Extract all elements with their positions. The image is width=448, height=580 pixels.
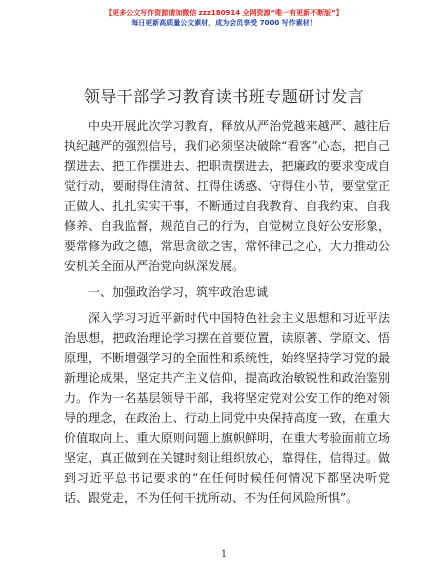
intro-paragraph: 中央开展此次学习教育，释放从严治党越来越严、越往后执纪越严的强烈信号，我们必须坚决破除“看客”心态，把自己摆进去、把工作摆进去、把职责摆进去，把廉政的要求变成自觉行动，要耐得住清贫、扛得住诱惑、守得住小节，要堂堂正正做人、扎扎实实干事，不断通过自我教育、自我约束、自我修养、自我监督，规范自己的行为，自觉树立良好公安形象，要常修为政之德，常思贪欲之害，常怀律己之心，大力推动公安机关全面从严治党向纵深发展。 (64, 119, 390, 273)
section-heading-1: 一、加强政治学习，筑牢政治忠诚 (88, 285, 269, 299)
promo-line-2: 每日更新高质量公文素材，成为会员享受 7000 写作素材！ (131, 19, 317, 27)
section-paragraph-1: 深入学习习近平新时代中国特色社会主义思想和习近平法治思想，把政治理论学习摆在首要位置，读原著、学原文、悟原理，不断增强学习的全面性和系统性，始终坚持学习党的最新理论成果，坚定共产主义信仰，提高政治敏锐性和政治鉴别力。作为一名基层领导干部，我将坚定党对公安工作的绝对领导的理念，在政治上、行动上同党中央保持高度一致，在重大价值取向上、重大原则问题上旗帜鲜明，在重大考验面前立场坚定，真正做到在关键时刻让组织放心，靠得住，信得过。做到习近平总书记要求的“在任何时候任何情况下都坚决听党话、跟党走，不为任何干扰所动、不为任何风险所惧”。 (64, 311, 390, 505)
promo-line-1: 【更多公文写作资源请加微信 zzz180914 全网资源“唯一有更新不断版”】 (105, 9, 343, 17)
document-title: 领导干部学习教育读书班专题研讨发言 (83, 87, 365, 106)
document-body (64, 116, 390, 508)
promo-header (0, 8, 448, 28)
page-number: 1 (220, 549, 228, 560)
